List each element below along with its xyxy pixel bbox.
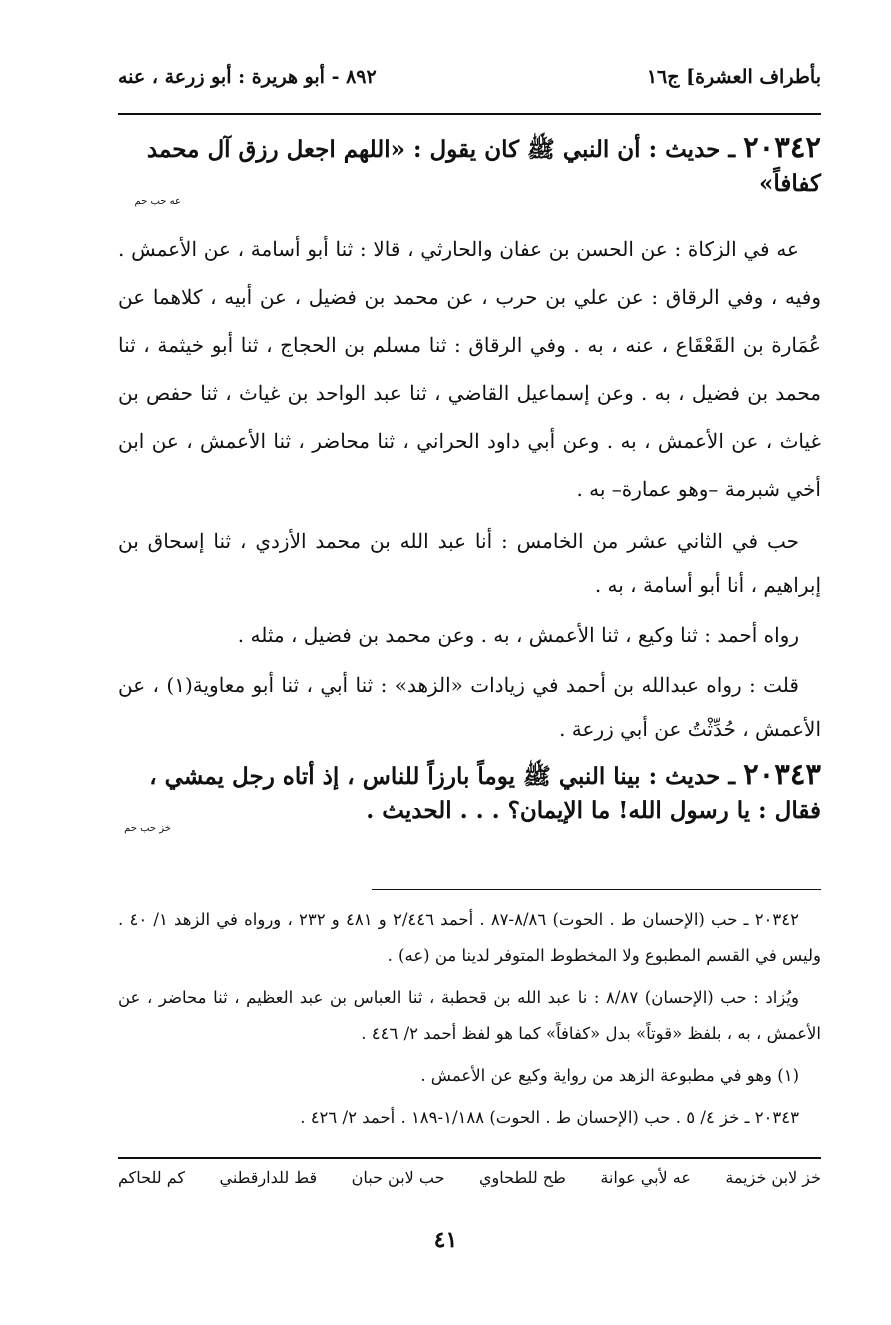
footnote: ويُزاد : حب (الإحسان) ٨/٨٧ : نا عبد الله بن قحطبة ، ثنا العباس بن عبد العظيم ، ثنا محاضر ، عن الأعمش ، به ، بلفظ «قوتاً» بدل «كفافاً» كما هو لفظ أحمد ٢/ ٤٤٦ .	[118, 988, 821, 1043]
hadith-entry	[118, 757, 821, 834]
running-header	[118, 62, 821, 92]
header-left: ٨٩٢ - أبو هريرة : أبو زرعة ، عنه	[118, 66, 377, 88]
header-right: بأطراف العشرة] ج١٦	[646, 66, 821, 88]
legend-item: عه لأبي عوانة	[600, 1168, 691, 1187]
legend-item: حب لابن حبان	[351, 1168, 445, 1187]
main-text	[118, 130, 821, 852]
hadith-sigla: عه حب حم	[134, 196, 181, 207]
hadith-number: ٢٠٣٤٣	[743, 757, 821, 791]
header-rule	[118, 113, 821, 115]
hadith-text: ـ حديث : أن النبي ﷺ كان يقول : «اللهم اجعل رزق آل محمد كفافاً»	[146, 136, 821, 197]
commentary-paragraph: حب في الثاني عشر من الخامس : أنا عبد الله بن محمد الأزدي ، ثنا إسحاق بن إبراهيم ، أنا أبو أسامة ، به .	[118, 529, 821, 597]
legend-item: طح للطحاوي	[478, 1168, 566, 1187]
footnotes	[118, 902, 821, 1142]
footnote: (١) وهو في مطبوعة الزهد من رواية وكيع عن الأعمش .	[420, 1066, 799, 1085]
legend-item: قط للدارقطني	[219, 1168, 318, 1187]
commentary-paragraph: رواه أحمد : ثنا وكيع ، ثنا الأعمش ، به . وعن محمد بن فضيل ، مثله .	[237, 623, 799, 647]
abbreviation-legend	[118, 1168, 821, 1187]
footnote: ٢٠٣٤٢ ـ حب (الإحسان ط . الحوت) ٨/٨٦-٨٧ . أحمد ٢/٤٤٦ و ٤٨١ و ٢٣٢ ، ورواه في الزهد ١/ ٤٠ . وليس في القسم المطبوع ولا المخطوط المتوفر لدينا من (عه) .	[118, 910, 821, 965]
commentary-paragraph: عه في الزكاة : عن الحسن بن عفان والحارثي ، قالا : ثنا أبو أسامة ، عن الأعمش . وفيه ، وفي الرقاق : عن علي بن حرب ، عن محمد بن فضيل ، عن أبيه ، كلاهما عن عُمَارة بن القَعْقَاع ، عنه ، به . وفي الرقاق : ثنا مسلم بن الحجاج ، ثنا أبو خيثمة ، ثنا محمد بن فضيل ، به . وعن إسماعيل القاضي ، ثنا عبد الواحد بن غياث ، ثنا حفص بن غياث ، عن الأعمش ، به . وعن أبي داود الحراني ، ثنا محاضر ، ثنا الأعمش ، عن ابن أخي شبرمة –وهو عمارة– به .	[118, 237, 821, 501]
hadith-sigla: خز حب حم	[124, 823, 171, 834]
hadith-entry	[118, 130, 821, 207]
footnote: ٢٠٣٤٣ ـ خز ٤/ ٥ . حب (الإحسان ط . الحوت) ١/١٨٨-١٨٩ . أحمد ٢/ ٤٢٦ .	[300, 1108, 799, 1127]
legend-item: كم للحاكم	[118, 1168, 186, 1187]
footnote-rule	[372, 889, 821, 890]
page-number: ٤١	[433, 1227, 458, 1253]
legend-rule	[118, 1157, 821, 1159]
commentary-paragraph: قلت : رواه عبدالله بن أحمد في زيادات «الزهد» : ثنا أبي ، ثنا أبو معاوية(١) ، عن الأعمش ، حُدِّثْتُ عن أبي زرعة .	[118, 673, 821, 741]
legend-item: خز لابن خزيمة	[725, 1168, 821, 1187]
hadith-number: ٢٠٣٤٢	[743, 130, 821, 164]
hadith-text: ـ حديث : بينا النبي ﷺ يوماً بارزاً للناس ، إذ أتاه رجل يمشي ، فقال : يا رسول الله! ما الإيمان؟ . . . الحديث .	[149, 763, 821, 824]
